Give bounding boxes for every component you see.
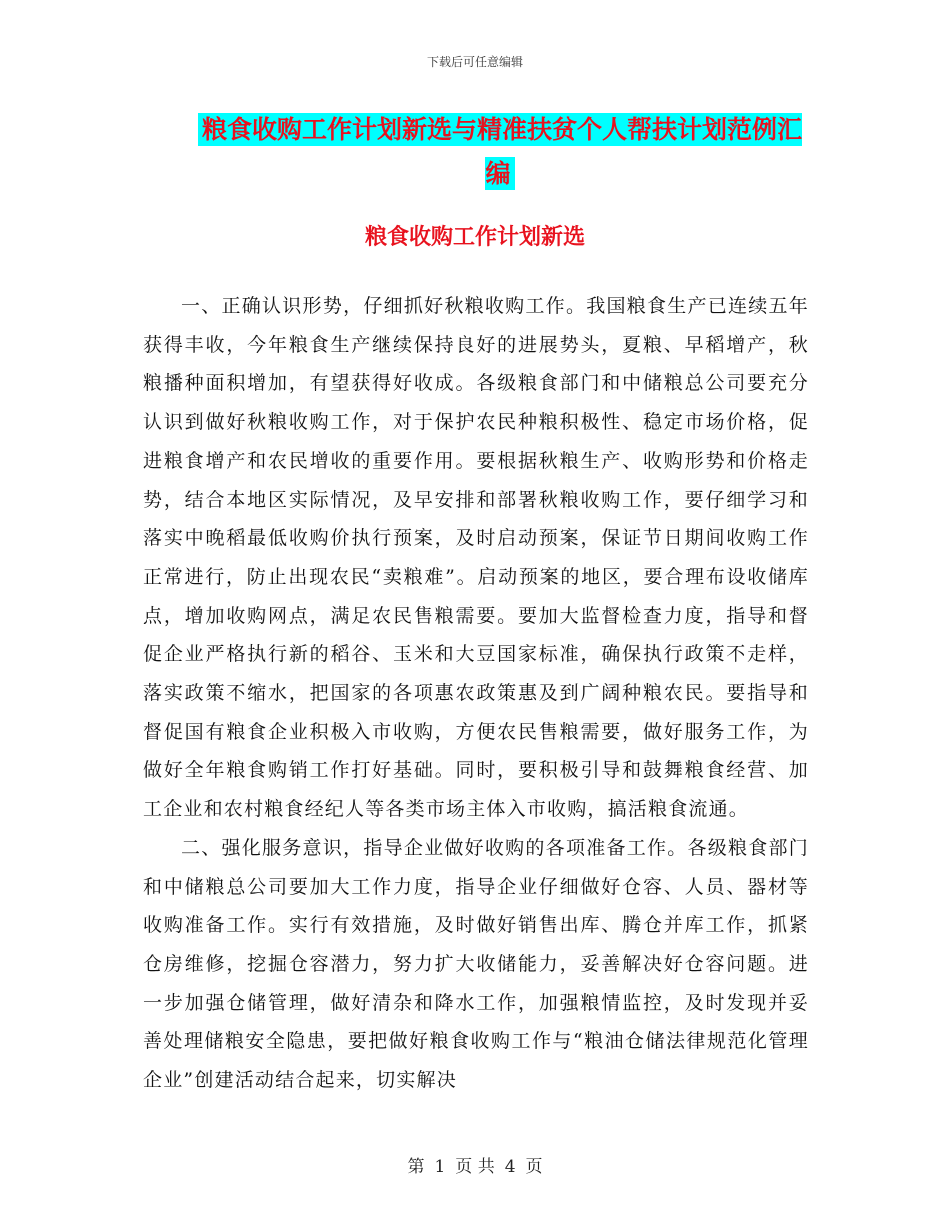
document-title <box>190 108 810 196</box>
page-footer <box>0 1152 950 1177</box>
page-total: 4 <box>504 1157 516 1177</box>
footer-suffix: 页 <box>525 1157 543 1177</box>
paragraph-1: 一、正确认识形势，仔细抓好秋粮收购工作。我国粮食生产已连续五年获得丰收，今年粮食生产继续保持良好的进展势头，夏粮、早稻增产，秋粮播种面积增加，有望获得好收成。各级粮食部门和中储粮总公司要充分认识到做好秋粮收购工作，对于保护农民种粮积极性、稳定市场价格，促进粮食增产和农民增收的重要作用。要根据秋粮生产、收购形势和价格走势，结合本地区实际情况，及早安排和部署秋粮收购工作，要仔细学习和落实中晚稻最低收购价执行预案，及时启动预案，保证节日期间收购工作正常进行，防止出现农民“卖粮难”。启动预案的地区，要合理布设收储库点，增加收购网点，满足农民售粮需要。要加大监督检查力度，指导和督促企业严格执行新的稻谷、玉米和大豆国家标准，确保执行政策不走样，落实政策不缩水，把国家的各项惠农政策惠及到广阔种粮农民。要指导和督促国有粮食企业积极入市收购，方便农民售粮需要，做好服务工作，为做好全年粮食购销工作打好基础。同时，要积极引导和鼓舞粮食经营、加工企业和农村粮食经纪人等各类市场主体入市收购，搞活粮食流通。 <box>143 295 809 821</box>
document-body <box>143 287 809 1100</box>
section-title: 粮食收购工作计划新选 <box>364 225 585 250</box>
paragraph-2: 二、强化服务意识，指导企业做好收购的各项准备工作。各级粮食部门和中储粮总公司要加大工作力度，指导企业仔细做好仓容、人员、器材等收购准备工作。实行有效措施，及时做好销售出库、腾仓并库工作，抓紧仓房维修，挖掘仓容潜力，努力扩大收储能力，妥善解决好仓容问题。进一步加强仓储管理，做好清杂和降水工作，加强粮情监控，及时发现并妥善处理储粮安全隐患，要把做好粮食收购工作与“粮油仓储法律规范化管理企业”创建活动结合起来，切实解决 <box>143 836 809 1092</box>
document-title-text: 粮食收购工作计划新选与精准扶贫个人帮扶计划范例汇编 <box>198 113 802 190</box>
page-number: 1 <box>434 1157 446 1177</box>
footer-middle: 页 共 <box>455 1157 495 1177</box>
header-note: 下载后可任意编辑 <box>426 55 523 69</box>
footer-prefix: 第 <box>407 1157 425 1177</box>
